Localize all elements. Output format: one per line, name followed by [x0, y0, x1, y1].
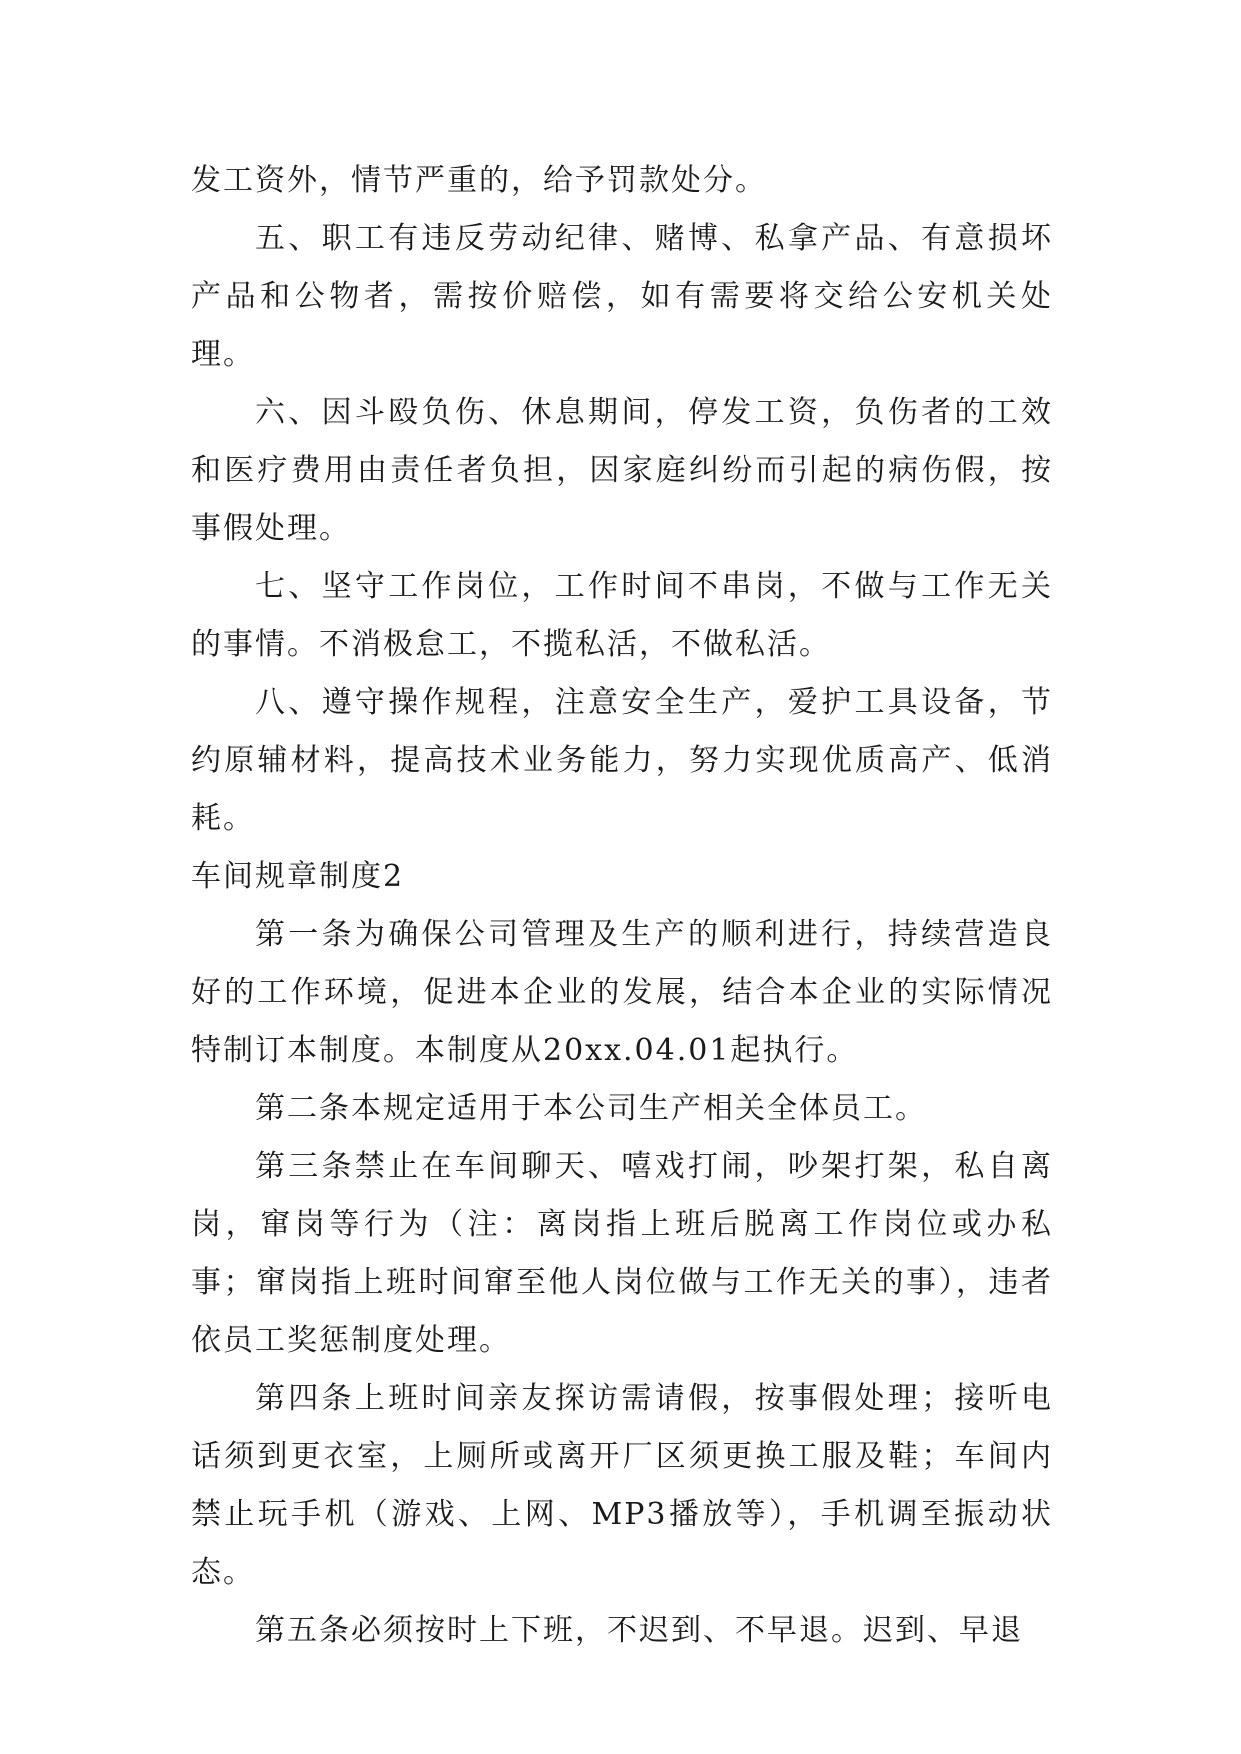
- paragraph-item-6: 六、因斗殴负伤、休息期间，停发工资，负伤者的工效和医疗费用由责任者负担，因家庭纠纷而引起的病伤假，按事假处理。: [191, 395, 1053, 546]
- article-3: 第三条禁止在车间聊天、嘻戏打闹，吵架打架，私自离岗，窜岗等行为（注：离岗指上班后脱离工作岗位或办私事；窜岗指上班时间窜至他人岗位做与工作无关的事），违者依员工奖惩制度处理。: [191, 1149, 1053, 1358]
- article-1: 第一条为确保公司管理及生产的顺利进行，持续营造良好的工作环境，促进本企业的发展，结合本企业的实际情况特制订本制度。本制度从20xx.04.01起执行。: [191, 917, 1053, 1068]
- article-4: 第四条上班时间亲友探访需请假，按事假处理；接听电话须到更衣室，上厕所或离开厂区须更换工服及鞋；车间内禁止玩手机（游戏、上网、MP3播放等），手机调至振动状态。: [191, 1381, 1053, 1590]
- paragraph-item-5: 五、职工有违反劳动纪律、赌博、私拿产品、有意损坏产品和公物者，需按价赔偿，如有需要将交给公安机关处理。: [191, 221, 1053, 372]
- section-heading: 车间规章制度2: [191, 859, 405, 894]
- article-5: 第五条必须按时上下班，不迟到、不早退。迟到、早退: [255, 1613, 1023, 1648]
- paragraph-continuation: 发工资外，情节严重的，给予罚款处分。: [191, 163, 767, 198]
- paragraph-item-7: 七、坚守工作岗位，工作时间不串岗，不做与工作无关的事情。不消极怠工，不揽私活，不做私活。: [191, 569, 1053, 662]
- article-2: 第二条本规定适用于本公司生产相关全体员工。: [255, 1091, 927, 1126]
- document-body: [191, 152, 1053, 1660]
- paragraph-item-8: 八、遵守操作规程，注意安全生产，爱护工具设备，节约原辅材料，提高技术业务能力，努力实现优质高产、低消耗。: [191, 685, 1053, 836]
